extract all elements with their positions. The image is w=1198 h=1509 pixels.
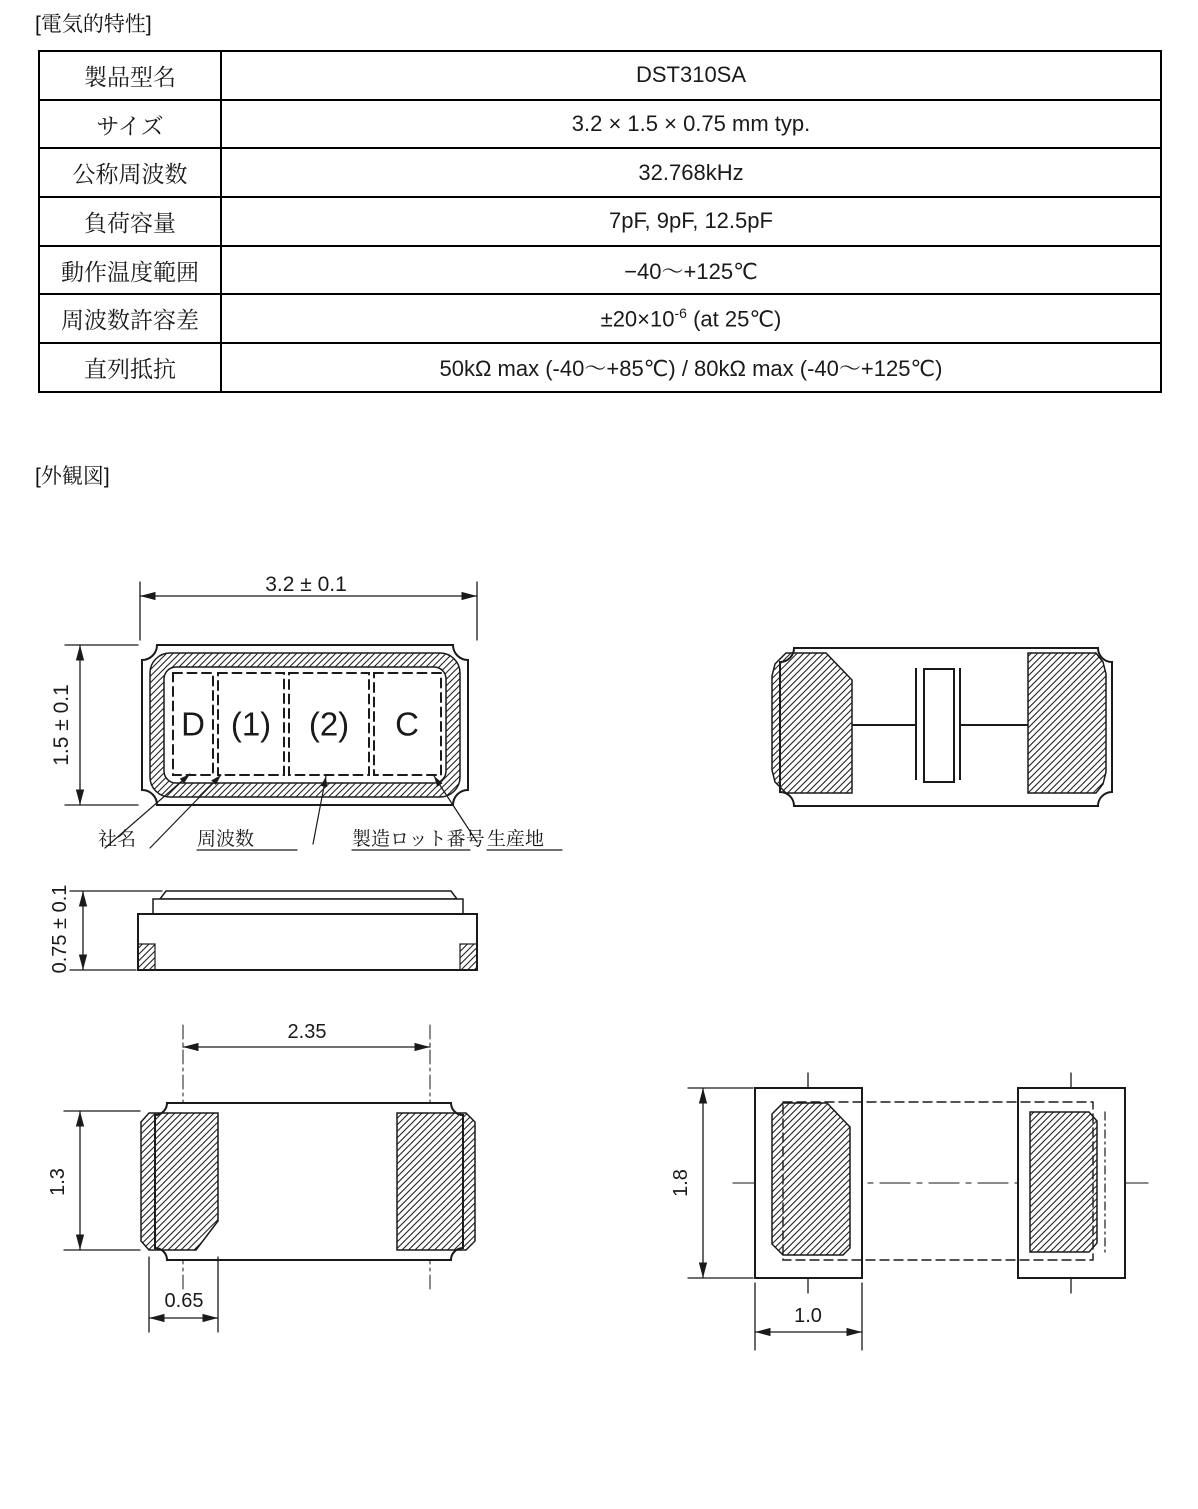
spec-value-cell: 7pF, 9pF, 12.5pF (221, 197, 1161, 246)
spec-row-freq-tolerance (39, 294, 1161, 343)
left-terminal-hatch (138, 944, 155, 970)
spec-label-cell: 製品型名 (39, 51, 221, 100)
lid-step (153, 899, 463, 914)
label-company: 社名 (98, 829, 137, 850)
side-view-drawing (49, 885, 477, 974)
label-frequency: 周波数 (197, 829, 255, 850)
top-view-height-dim: 1.5 ± 0.1 (50, 684, 73, 766)
outline-drawings (0, 560, 1198, 1390)
tolerance-base: ±20×10 (600, 306, 675, 332)
spec-label-cell: サイズ (39, 100, 221, 149)
spec-row-size (39, 100, 1161, 149)
outline-drawing-title: [外観図] (35, 465, 110, 488)
lid-top-plate (160, 891, 457, 899)
spec-value-cell: 32.768kHz (221, 148, 1161, 197)
spec-row-load-capacitance (39, 197, 1161, 246)
spec-value-cell (221, 294, 1161, 343)
land-height-dim: 1.8 (670, 1169, 692, 1197)
label-lot: 製造ロット番号 (352, 829, 485, 850)
marking-frequency: (1) (230, 705, 272, 743)
spec-table (38, 50, 1162, 393)
marking-origin: C (395, 705, 419, 743)
marking-lot: (2) (308, 705, 350, 743)
pad-height-dim: 1.3 (47, 1168, 69, 1196)
left-electrode-hatch (772, 653, 852, 793)
right-pad-hatch (397, 1113, 475, 1250)
spec-label-cell: 動作温度範囲 (39, 246, 221, 295)
land-pattern-drawing (670, 1073, 1148, 1350)
marking-company: D (181, 705, 205, 743)
right-electrode-hatch (1030, 1112, 1097, 1252)
spec-row-model (39, 51, 1161, 100)
tolerance-condition: (at 25℃) (686, 306, 782, 332)
tolerance-exponent: -6 (674, 305, 687, 322)
internal-view-drawing (772, 648, 1112, 806)
pad-pitch-dim: 2.35 (287, 1021, 327, 1043)
top-view-drawing (50, 573, 562, 850)
spec-label-cell: 周波数許容差 (39, 294, 221, 343)
spec-value-cell: DST310SA (221, 51, 1161, 100)
spec-row-frequency (39, 148, 1161, 197)
spec-value-cell: 3.2 × 1.5 × 0.75 mm typ. (221, 100, 1161, 149)
spec-value-cell: −40〜+125℃ (221, 246, 1161, 295)
right-electrode-hatch (1028, 653, 1106, 793)
left-electrode-hatch (772, 1103, 850, 1255)
crystal-element (924, 669, 954, 782)
left-pad-hatch (141, 1113, 218, 1250)
label-origin: 生産地 (487, 829, 545, 850)
side-view-height-dim: 0.75 ± 0.1 (49, 884, 71, 974)
electrical-characteristics-title: [電気的特性] (35, 13, 152, 36)
right-terminal-hatch (460, 944, 477, 970)
package-body (138, 914, 477, 970)
pad-width-dim: 0.65 (164, 1290, 204, 1312)
spec-label-cell: 公称周波数 (39, 148, 221, 197)
land-width-dim: 1.0 (794, 1305, 822, 1327)
spec-label-cell: 負荷容量 (39, 197, 221, 246)
spec-value-cell: 50kΩ max (-40〜+85℃) / 80kΩ max (-40〜+125℃) (221, 343, 1161, 392)
spec-row-temp-range (39, 246, 1161, 295)
top-view-width-dim: 3.2 ± 0.1 (265, 573, 347, 596)
spec-label-cell: 直列抵抗 (39, 343, 221, 392)
spec-row-series-resistance (39, 343, 1161, 392)
bottom-view-drawing (47, 1021, 475, 1332)
